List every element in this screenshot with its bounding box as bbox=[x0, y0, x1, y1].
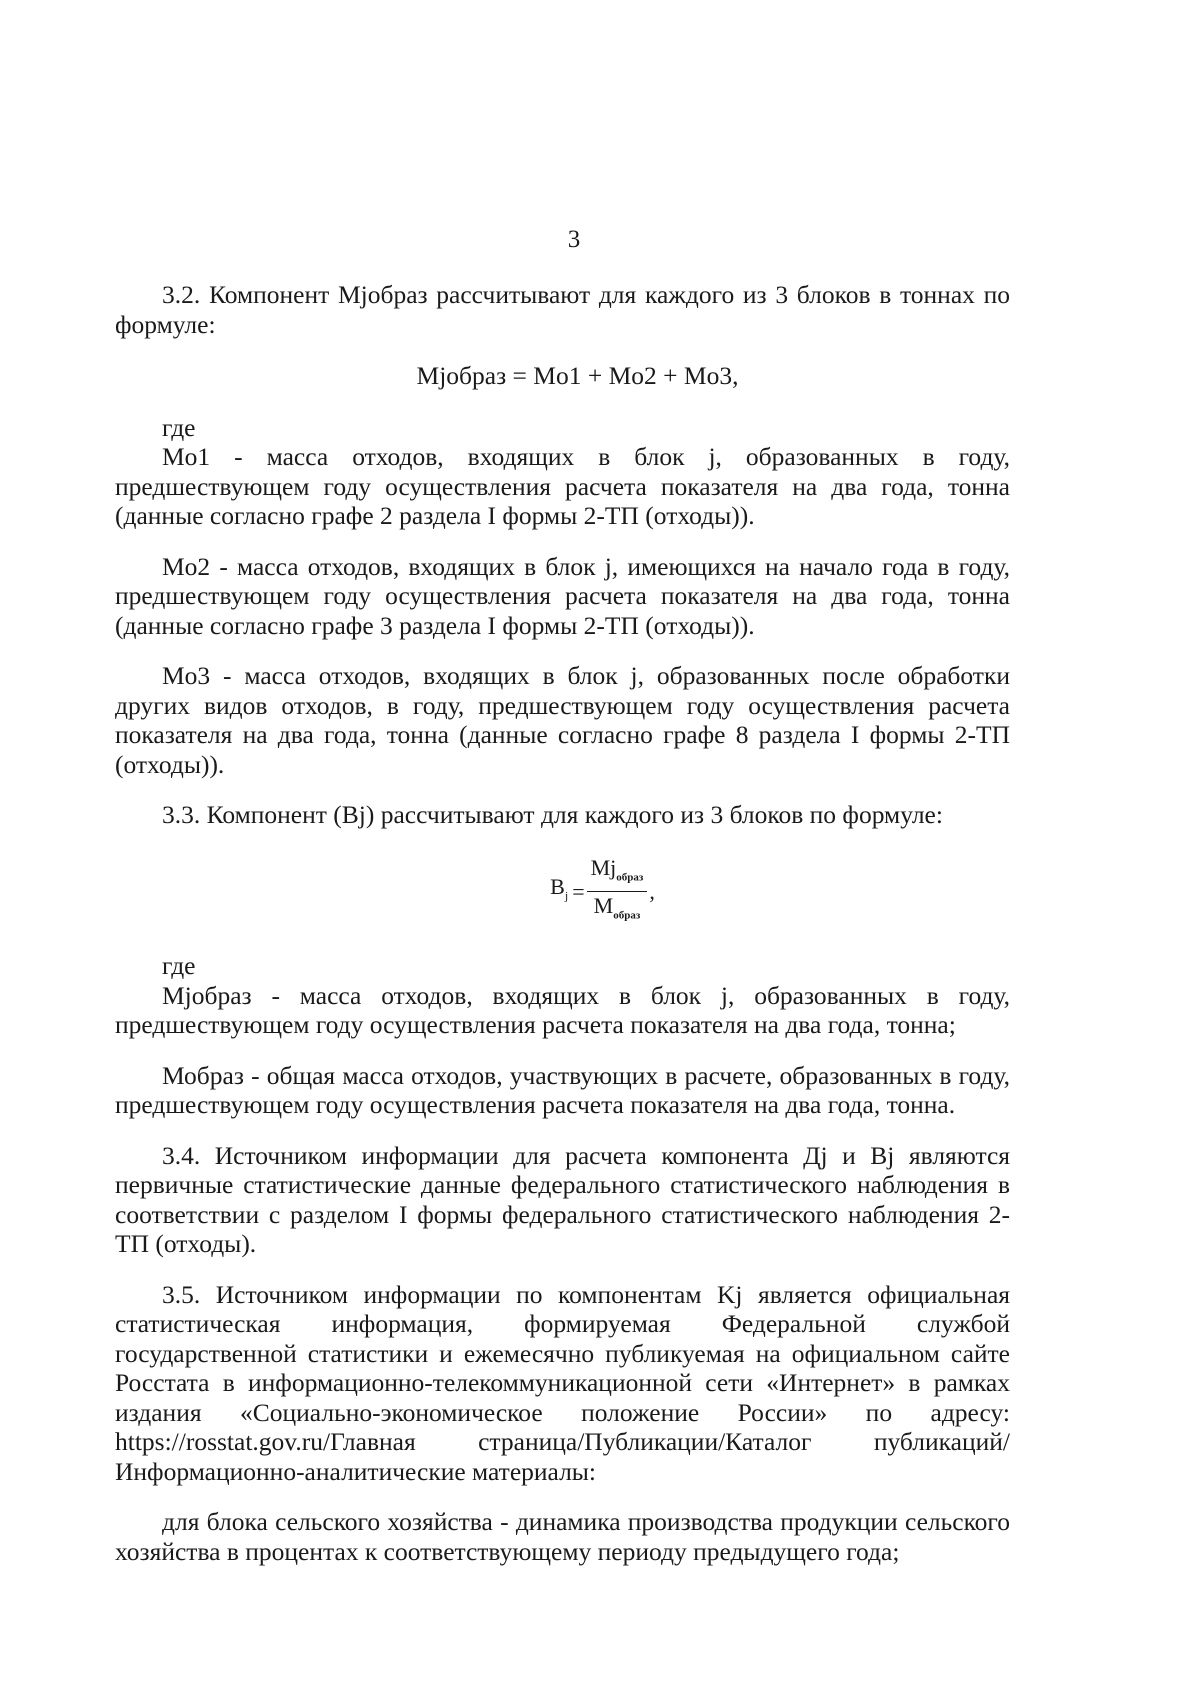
paragraph-agriculture: для блока сельского хозяйства - динамика производства продукции сельского хозяйства в процентах к соответствующему периоду предыдущего года; bbox=[115, 1507, 1010, 1566]
paragraph-3-4: 3.4. Источником информации для расчета компонента Дj и Bj являются первичные статистические данные федерального статистического наблюдения в соответствии с разделом I формы федерального статистического наблюдения 2-ТП (отходы). bbox=[115, 1140, 1010, 1259]
formula-bj-equals: = bbox=[572, 878, 585, 904]
document-body bbox=[115, 280, 1010, 1566]
where-label-2: где bbox=[162, 951, 196, 981]
paragraph-3-5: 3.5. Источником информации по компонентам Kj является официальная статистическая информация, формируемая Федеральной службой государственной статистики и ежемесячно публикуемая на официальном сайте Росстата в информационно-телекоммуникационной сети «Интернет» в рамках издания «Социально-экономическое положение России» по адресу: https://rosstat.gov.ru/Главная страница/Публикации/Каталог публикаций/Информационно-аналитические материалы: bbox=[115, 1279, 1010, 1486]
formula-bj bbox=[115, 856, 1010, 928]
paragraph-mo2: Mo2 - масса отходов, входящих в блок j, имеющихся на начало года в году, предшествующем году осуществления расчета показателя на два года, тонна (данные согласно графе 3 раздела I формы 2-ТП (отходы)). bbox=[115, 551, 1010, 640]
formula-bj-numerator: $Mj_{образ}$ bbox=[587, 856, 648, 892]
where-label: где bbox=[162, 412, 196, 442]
paragraph-mo1: Mo1 - масса отходов, входящих в блок j, образованных в году, предшествующем году осуществления расчета показателя на два года, тонна (данные согласно графе 2 раздела I формы 2-ТП (отходы)). bbox=[115, 442, 1010, 530]
paragraph-mo3: Mo3 - масса отходов, входящих в блок j, образованных после обработки других видов отходов, в году, предшествующем году осуществления расчета показателя на два года, тонна (данные согласно графе 8 раздела I формы 2-ТП (отходы)). bbox=[115, 661, 1010, 779]
formula-bj-denominator: $M_{образ}$ bbox=[593, 892, 641, 922]
paragraph-3-2: 3.2. Компонент Mjобраз рассчитывают для каждого из 3 блоков в тоннах по формуле: bbox=[115, 280, 1010, 339]
page-number: 3 bbox=[567, 226, 581, 253]
formula-mjobraz: Mjобраз = Mo1 + Mo2 + Mo3, bbox=[416, 361, 739, 390]
formula-bj-comma: , bbox=[649, 878, 655, 904]
paragraph-3-3: 3.3. Компонент (Bj) рассчитывают для каждого из 3 блоков по формуле: bbox=[162, 800, 943, 829]
paragraph-mobraz: Мобраз - общая масса отходов, участвующих в расчете, образованных в году, предшествующем году осуществления расчета показателя на два года, тонна. bbox=[115, 1060, 1010, 1120]
formula-bj-lhs: $B_j$ bbox=[550, 873, 569, 903]
paragraph-mjobraz: Mjобраз - масса отходов, входящих в блок j, образованных в году, предшествующем году осуществления расчета показателя на два года, тонна; bbox=[115, 980, 1010, 1040]
formula-bj-fraction bbox=[587, 856, 648, 928]
